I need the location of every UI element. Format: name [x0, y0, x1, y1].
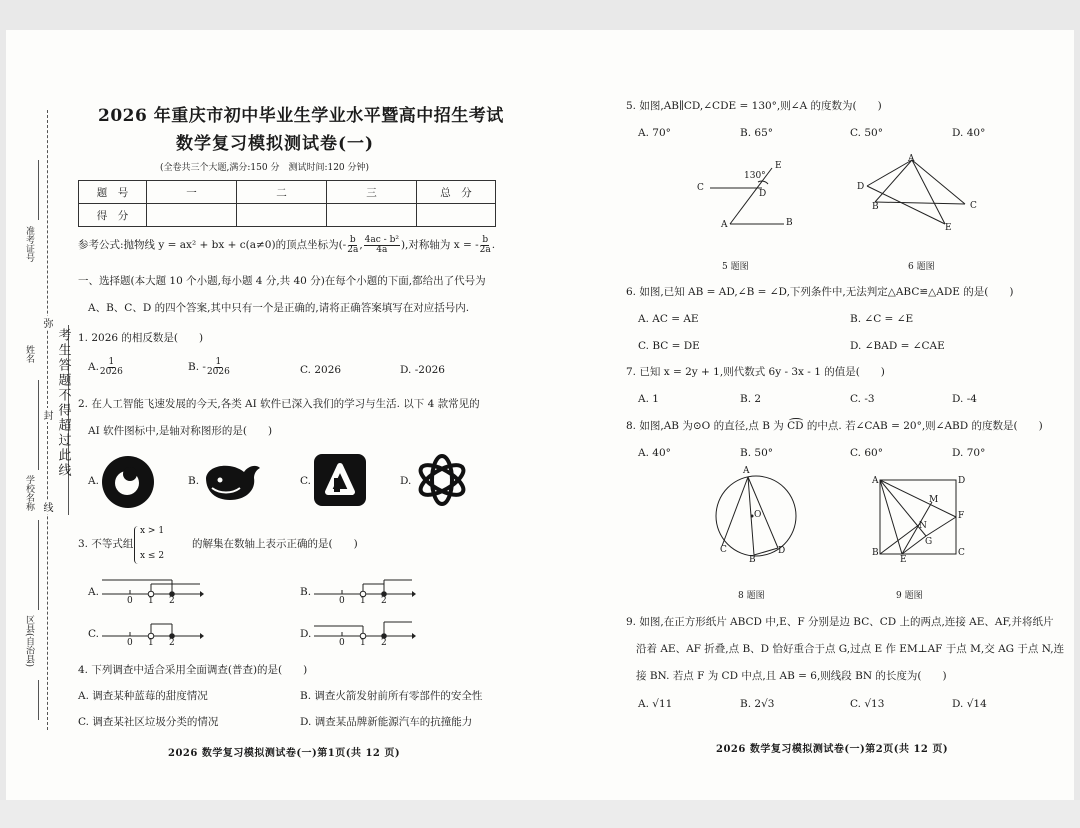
formula-open: (- [338, 239, 347, 252]
fig8-label-d: D [778, 546, 786, 556]
fig9-label-c: C [958, 548, 965, 558]
q2-label-c[interactable]: C. [300, 475, 311, 487]
fig9-label-m: M [929, 495, 939, 505]
exam-number-label: 准考证号 [24, 226, 34, 262]
score-header-2: 二 [237, 181, 327, 204]
formula-vertex-x [347, 236, 358, 255]
q3b-tick-2: 2 [381, 596, 387, 606]
q5-option-b[interactable]: B. 65° [740, 127, 774, 139]
seal-char-3: 线 [41, 502, 52, 512]
q1-a-num: 1 [108, 357, 115, 367]
q6-option-b[interactable]: B. ∠C = ∠E [850, 313, 914, 325]
seal-char-2: 封 [41, 410, 52, 420]
score-cell-2[interactable] [237, 204, 327, 227]
fig5-label-d: D [759, 189, 767, 199]
q3-label-a[interactable]: A. [88, 586, 99, 598]
vertex-y-num: 4ac - b² [364, 235, 399, 245]
q2-stem-line1: 2. 在人工智能飞速发展的今天,各类 AI 软件已深入我们的学习与生活. 以下 4 款常见的 [78, 398, 480, 410]
formula-text: 参考公式:抛物线 y = ax² + bx + c(a≠0)的顶点坐标为 [78, 239, 339, 252]
warning-text: 考生答题不得超过此线 [55, 328, 71, 478]
fig5-label-a: A [721, 220, 728, 230]
q5-stem: 5. 如图,AB∥CD,∠CDE = 130°,则∠A 的度数为( ) [626, 100, 882, 112]
fig8-label-c: C [720, 545, 727, 555]
fig6-label-c: C [970, 201, 977, 211]
q3a-tick-2: 2 [169, 596, 175, 606]
fig5-label-b: B [786, 218, 793, 228]
score-row-label: 得 分 [79, 204, 147, 227]
fig6-label-b: B [872, 202, 879, 212]
q3a-tick-1: 1 [148, 596, 154, 606]
score-cell-total[interactable] [417, 204, 496, 227]
q7-option-a[interactable]: A. 1 [638, 393, 659, 405]
q3c-tick-2: 2 [169, 638, 175, 648]
q1-b-fraction [207, 358, 230, 377]
ai-icon-square-triangle [312, 452, 368, 508]
q3-stem-prefix: 3. 不等式组 [78, 538, 134, 550]
formula-vertex-y [364, 236, 400, 255]
fig8-label-b: B [749, 555, 756, 565]
q1-a-den: 2026 [99, 367, 123, 377]
fig9-label-g: G [925, 537, 933, 547]
q9-figure [876, 476, 960, 558]
q8-option-d[interactable]: D. 70° [952, 447, 986, 459]
q3-condition-2: x ≤ 2 [140, 551, 165, 561]
score-cell-3[interactable] [327, 204, 417, 227]
axis-num: b [482, 235, 489, 245]
q9-option-b[interactable]: B. 2√3 [740, 698, 775, 710]
exam-number-underline [38, 160, 39, 220]
ai-icon-knot [414, 452, 470, 508]
q3-label-d[interactable]: D. [300, 628, 312, 640]
q4-option-d[interactable]: D. 调查某品牌新能源汽车的抗撞能力 [300, 716, 473, 728]
q7-option-b[interactable]: B. 2 [740, 393, 762, 405]
q9-stem-line2: 沿着 AE、AF 折叠,点 B、D 恰好重合于点 G,过点 E 作 EM⊥AF 于点 M,交 AG 于点 N,连 [636, 643, 1065, 655]
q7-option-d[interactable]: D. -4 [952, 393, 977, 405]
q8-option-a[interactable]: A. 40° [638, 447, 671, 459]
score-cell-1[interactable] [147, 204, 237, 227]
bottom-strip [0, 800, 1080, 828]
fig9-label-n: N [919, 521, 927, 531]
ai-icon-ring [100, 454, 156, 510]
q3b-tick-0: 0 [339, 596, 345, 606]
q8-stem: 8. 如图,AB 为⊙O 的直径,点 B 为 CD 的中点. 若∠CAB = 20°,则∠ABD 的度数是( ) [626, 420, 1043, 432]
fig8-caption: 8 题图 [738, 591, 765, 601]
exam-title-line2: 数学复习模拟测试卷(一) [176, 134, 375, 154]
q3a-tick-0: 0 [127, 596, 133, 606]
name-underline [38, 380, 39, 470]
q4-option-a[interactable]: A. 调查某种蓝莓的甜度情况 [78, 690, 208, 702]
score-header-total: 总 分 [417, 181, 496, 204]
q3c-tick-1: 1 [148, 638, 154, 648]
q3d-tick-2: 2 [381, 638, 387, 648]
fig9-label-e: E [900, 555, 907, 565]
formula-axis-text: ,对称轴为 x = - [405, 239, 479, 252]
q9-option-d[interactable]: D. √14 [952, 698, 987, 710]
formula-comma: , [359, 239, 363, 252]
section1-line1: 一、选择题(本大题 10 个小题,每小题 4 分,共 40 分)在每个小题的下面,都给出了代号为 [78, 275, 486, 287]
ai-icon-whale [202, 458, 264, 504]
q1-a-fraction [100, 358, 123, 377]
score-header-3: 三 [327, 181, 417, 204]
fig8-label-o: O [754, 510, 762, 520]
page1-footer: 2026 数学复习模拟测试卷(一)第1页(共 12 页) [168, 748, 401, 759]
page2-footer: 2026 数学复习模拟测试卷(一)第2页(共 12 页) [716, 744, 949, 755]
formula-axis [480, 236, 491, 255]
fig5-angle-label: 130° [744, 171, 766, 181]
q2-label-d[interactable]: D. [400, 475, 412, 487]
q8-arc-mark [789, 418, 803, 423]
q8-option-b[interactable]: B. 50° [740, 447, 774, 459]
q1-b-den: 2026 [206, 367, 230, 377]
fig9-label-a: A [872, 476, 879, 486]
fig5-caption: 5 题图 [722, 262, 749, 272]
q2-stem-line2: AI 软件图标中,是轴对称图形的是( ) [88, 425, 273, 437]
formula-period: . [491, 239, 496, 252]
q4-stem: 4. 下列调查中适合采用全面调查(普查)的是( ) [78, 664, 308, 676]
q1-b-num: 1 [215, 357, 222, 367]
q9-option-a[interactable]: A. √11 [638, 698, 673, 710]
q4-option-b[interactable]: B. 调查火箭发射前所有零部件的安全性 [300, 690, 483, 702]
fig9-label-d: D [958, 476, 966, 486]
fig6-label-d: D [857, 182, 865, 192]
name-label: 姓名 [24, 345, 34, 363]
q3-condition-1: x > 1 [140, 526, 165, 536]
exam-sheet [6, 30, 1074, 800]
section1-line2: A、B、C、D 的四个答案,其中只有一个是正确的,请将正确答案填写在对应括号内. [88, 302, 470, 314]
vertex-x-num: b [349, 235, 356, 245]
q6-option-c[interactable]: C. BC = DE [638, 340, 700, 352]
q2-label-a[interactable]: A. [88, 475, 99, 487]
q5-option-c[interactable]: C. 50° [850, 127, 883, 139]
q3d-tick-1: 1 [360, 638, 366, 648]
q3c-tick-0: 0 [127, 638, 133, 648]
fig5-label-e: E [775, 161, 782, 171]
school-label: 学校名称 [24, 475, 34, 511]
school-underline [38, 520, 39, 610]
q2-label-b[interactable]: B. [188, 475, 200, 487]
fig9-label-b: B [872, 548, 879, 558]
q5-option-d[interactable]: D. 40° [952, 127, 986, 139]
vertex-y-den: 4a [376, 245, 388, 255]
q5-option-a[interactable]: A. 70° [638, 127, 671, 139]
q3d-tick-0: 0 [339, 638, 345, 648]
district-underline [38, 680, 39, 720]
fig8-label-a: A [743, 466, 750, 476]
reference-formula [78, 236, 495, 255]
score-header-label: 题 号 [79, 181, 147, 204]
q8-option-c[interactable]: C. 60° [850, 447, 883, 459]
score-header-1: 一 [147, 181, 237, 204]
q1-stem: 1. 2026 的相反数是( ) [78, 332, 204, 344]
seal-char-1: 弥 [41, 318, 52, 328]
q6-option-d[interactable]: D. ∠BAD = ∠CAE [850, 340, 945, 352]
q7-option-c[interactable]: C. -3 [850, 393, 875, 405]
q3b-tick-1: 1 [360, 596, 366, 606]
q6-figure [855, 152, 975, 234]
score-table [78, 180, 496, 227]
fig6-label-e: E [945, 223, 952, 233]
q6-option-a[interactable]: A. AC = AE [638, 313, 699, 325]
q1-option-c[interactable]: C. 2026 [300, 364, 342, 376]
q9-stem-line1: 9. 如图,在正方形纸片 ABCD 中,E、F 分别是边 BC、CD 上的两点,连接 AE、AF,并将纸片 [626, 616, 1054, 628]
fig6-label-a: A [908, 154, 915, 164]
q1-option-b[interactable] [188, 358, 231, 377]
q1-option-d[interactable]: D. -2026 [400, 364, 445, 376]
fig9-caption: 9 题图 [896, 591, 923, 601]
vertex-x-den: 2a [347, 245, 359, 255]
q1-b-label: B. - [188, 361, 206, 374]
formula-close: ) [400, 239, 406, 252]
q3-label-b[interactable]: B. [300, 586, 312, 598]
q4-option-c[interactable]: C. 调查某社区垃圾分类的情况 [78, 716, 219, 728]
axis-den: 2a [479, 245, 491, 255]
exam-title-line1: 2026 年重庆市初中毕业生学业水平暨高中招生考试 [98, 106, 504, 126]
fig6-caption: 6 题图 [908, 262, 935, 272]
q3-label-c[interactable]: C. [88, 628, 99, 640]
q1-a-label: A. [88, 361, 99, 374]
q6-stem: 6. 如图,已知 AB = AD,∠B = ∠D,下列条件中,无法判定△ABC≌△ADE 的是( ) [626, 286, 1014, 298]
q1-option-a[interactable] [88, 358, 124, 377]
exam-subtitle: (全卷共三个大题,满分:150 分 测试时间:120 分钟) [160, 163, 370, 173]
fig5-label-c: C [697, 183, 704, 193]
district-label: 区县(自治县) [24, 615, 34, 668]
q9-option-c[interactable]: C. √13 [850, 698, 885, 710]
q9-stem-line3: 接 BN. 若点 F 为 CD 中点,且 AB = 6,则线段 BN 的长度为( ) [636, 670, 947, 682]
q3-stem-suffix: 的解集在数轴上表示正确的是( ) [192, 538, 358, 550]
fig9-label-f: F [958, 511, 965, 521]
q7-stem: 7. 已知 x = 2y + 1,则代数式 6y - 3x - 1 的值是( ) [626, 366, 885, 378]
